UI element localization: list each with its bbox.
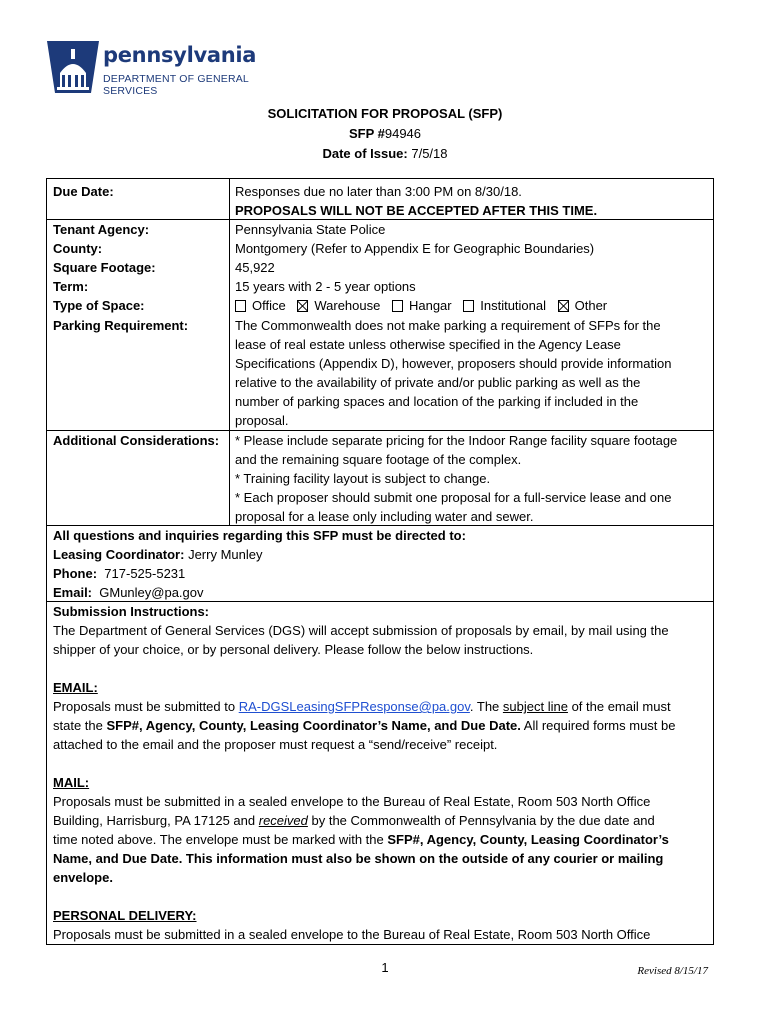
additional-line: and the remaining square footage of the complex. [235, 452, 522, 467]
additional-line: * Each proposer should submit one proposal for a full-service lease and one [235, 490, 672, 505]
parking-line: proposal. [235, 413, 289, 428]
parking-line: The Commonwealth does not make parking a requirement of SFPs for the [235, 318, 661, 333]
email-heading: EMAIL: [53, 680, 98, 695]
submission-heading: Submission Instructions: [53, 604, 210, 619]
space-option-office[interactable]: Office [235, 296, 286, 315]
email-instruction: state the SFP#, Agency, County, Leasing Coordinator’s Name, and Due Date. All required forms must be [53, 718, 676, 733]
checkbox-unchecked-icon[interactable] [392, 300, 403, 312]
personal-delivery-heading: PERSONAL DELIVERY: [53, 908, 197, 923]
checkbox-unchecked-icon[interactable] [235, 300, 246, 312]
revision-date: Revised 8/15/17 [637, 965, 708, 977]
mail-instruction: Name, and Due Date. This information must also be shown on the outside of any courier or mailing [53, 851, 664, 866]
county-label: County: [53, 241, 103, 256]
submission-intro: The Department of General Services (DGS) will accept submission of proposals by email, by mail using the [53, 623, 669, 638]
space-option-hangar[interactable]: Hangar [392, 296, 452, 315]
pa-logo [45, 37, 305, 97]
checkbox-checked-icon[interactable] [297, 300, 308, 312]
space-option-institutional[interactable]: Institutional [463, 296, 546, 315]
page-number: 1 [381, 960, 389, 975]
sfp-number-line: SFP #94946 [348, 126, 422, 141]
parking-label: Parking Requirement: [53, 318, 189, 333]
type-of-space-options [235, 296, 615, 315]
email-instruction: attached to the email and the proposer must request a “send/receive” receipt. [53, 737, 498, 752]
square-footage-label: Square Footage: [53, 260, 156, 275]
checkbox-checked-icon[interactable] [558, 300, 569, 312]
response-email-link[interactable]: RA-DGSLeasingSFPResponse@pa.gov [238, 699, 470, 714]
tenant-agency-label: Tenant Agency: [53, 222, 150, 237]
tenant-agency-value: Pennsylvania State Police [235, 222, 386, 237]
personal-delivery-instruction: Proposals must be submitted in a sealed envelope to the Bureau of Real Estate, Room 503 North Office [53, 927, 651, 942]
type-of-space-label: Type of Space: [53, 298, 145, 313]
mail-heading: MAIL: [53, 775, 90, 790]
contact-email: Email: GMunley@pa.gov [53, 585, 204, 600]
additional-line: * Training facility layout is subject to change. [235, 471, 491, 486]
issue-date-line: Date of Issue: 7/5/18 [322, 146, 448, 161]
sfp-details-table [46, 178, 714, 945]
mail-instruction: time noted above. The envelope must be marked with the SFP#, Agency, County, Leasing Coordinator’s [53, 832, 669, 847]
parking-line: Specifications (Appendix D), however, proposers should provide information [235, 356, 672, 371]
space-option-warehouse[interactable]: Warehouse [297, 296, 380, 315]
keystone-capitol-icon [45, 37, 101, 95]
contact-phone: Phone: 717-525-5231 [53, 566, 186, 581]
mail-instruction: Proposals must be submitted in a sealed envelope to the Bureau of Real Estate, Room 503 North Office [53, 794, 651, 809]
document-title: SOLICITATION FOR PROPOSAL (SFP) [267, 106, 503, 121]
column-divider [229, 179, 230, 525]
parking-line: relative to the availability of private and/or public parking as well as the [235, 375, 641, 390]
due-date-warning: PROPOSALS WILL NOT BE ACCEPTED AFTER THIS TIME. [235, 203, 598, 218]
additional-considerations-label: Additional Considerations: [53, 433, 220, 448]
square-footage-value: 45,922 [235, 260, 275, 275]
leasing-coordinator: Leasing Coordinator: Jerry Munley [53, 547, 263, 562]
due-date-label: Due Date: [53, 184, 114, 199]
submission-intro: shipper of your choice, or by personal delivery. Please follow the below instructions. [53, 642, 534, 657]
mail-instruction: Building, Harrisburg, PA 17125 and received by the Commonwealth of Pennsylvania by the due date and [53, 813, 655, 828]
due-date-value: Responses due no later than 3:00 PM on 8/30/18. [235, 184, 522, 199]
parking-line: number of parking spaces and location of the parking if included in the [235, 394, 639, 409]
checkbox-unchecked-icon[interactable] [463, 300, 474, 312]
logo-wordmark: pennsylvania [103, 43, 257, 67]
term-value: 15 years with 2 - 5 year options [235, 279, 416, 294]
additional-line: proposal for a lease only including water and sewer. [235, 509, 534, 524]
mail-instruction: envelope. [53, 870, 113, 885]
logo-department: DEPARTMENT OF GENERAL SERVICES [103, 73, 249, 97]
parking-line: lease of real estate unless otherwise specified in the Agency Lease [235, 337, 621, 352]
contact-heading: All questions and inquiries regarding this SFP must be directed to: [53, 528, 466, 543]
term-label: Term: [53, 279, 89, 294]
county-value: Montgomery (Refer to Appendix E for Geographic Boundaries) [235, 241, 595, 256]
email-instruction: Proposals must be submitted to RA-DGSLeasingSFPResponse@pa.gov. The subject line of the email must [53, 699, 671, 714]
additional-line: * Please include separate pricing for the Indoor Range facility square footage [235, 433, 678, 448]
space-option-other[interactable]: Other [558, 296, 608, 315]
